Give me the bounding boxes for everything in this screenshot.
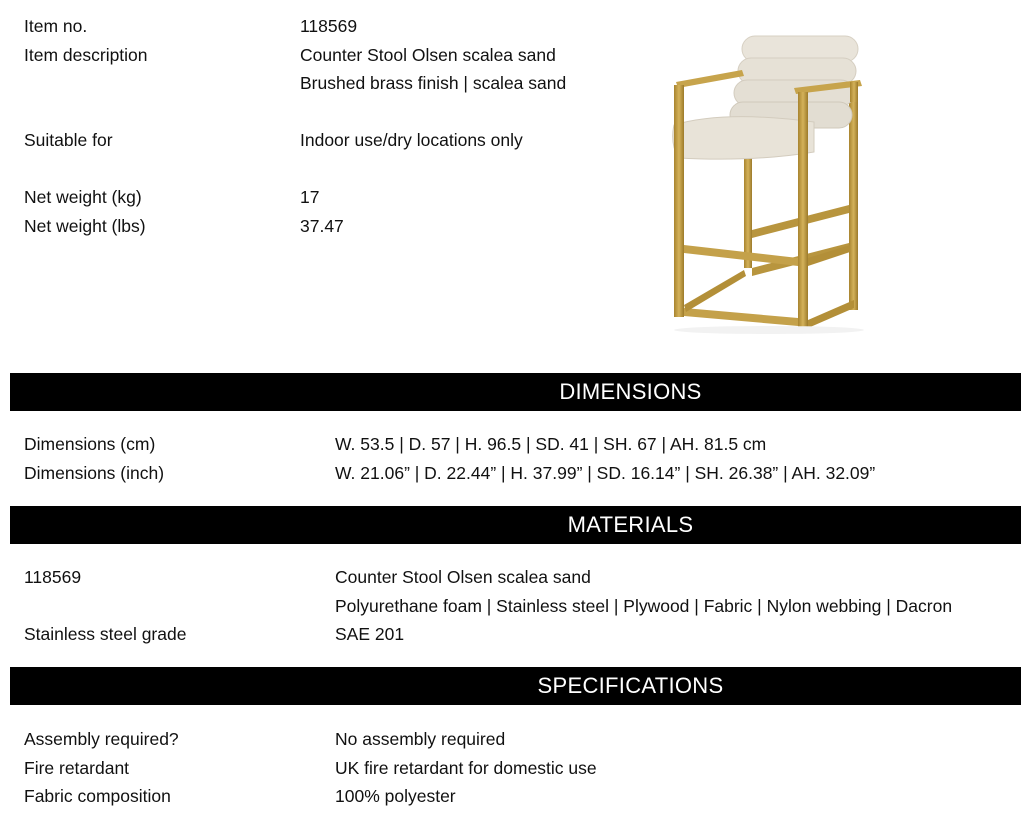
fire-retardant-value: UK fire retardant for domestic use	[335, 758, 597, 778]
steel-grade-row	[0, 620, 1021, 648]
assembly-row	[0, 725, 1021, 753]
suitable-for-value: Indoor use/dry locations only	[300, 130, 523, 150]
fire-retardant-row	[0, 754, 1021, 782]
assembly-value: No assembly required	[335, 729, 506, 749]
materials-list-value: Polyurethane foam | Stainless steel | Plywood | Fabric | Nylon webbing | Dacron	[335, 596, 953, 616]
materials-item-row	[0, 563, 1021, 591]
materials-list-row	[0, 592, 1021, 620]
specifications-header-bar	[10, 667, 1021, 705]
steel-grade-label: Stainless steel grade	[24, 624, 187, 644]
counter-stool-image	[664, 30, 874, 335]
item-description-label: Item description	[24, 45, 148, 65]
suitable-for-label: Suitable for	[24, 130, 113, 150]
dimensions-title: DIMENSIONS	[559, 379, 702, 404]
dimensions-cm-value: W. 53.5 | D. 57 | H. 96.5 | SD. 41 | SH. 67 | AH. 81.5 cm	[335, 434, 767, 454]
item-no-label: Item no.	[24, 16, 88, 36]
materials-item-label: 118569	[24, 567, 82, 587]
item-no-value: 118569	[300, 16, 358, 36]
dimensions-inch-value: W. 21.06” | D. 22.44” | H. 37.99” | SD. 16.14” | SH. 26.38” | AH. 32.09”	[335, 463, 876, 483]
assembly-label: Assembly required?	[24, 729, 179, 749]
item-description-line2: Brushed brass finish | scalea sand	[300, 73, 567, 93]
dimensions-inch-label: Dimensions (inch)	[24, 463, 165, 483]
fabric-composition-label: Fabric composition	[24, 786, 171, 806]
fabric-composition-value: 100% polyester	[335, 786, 456, 806]
materials-title: MATERIALS	[567, 512, 694, 537]
dimensions-header-bar	[10, 373, 1021, 411]
net-weight-kg-value: 17	[300, 187, 320, 207]
materials-item-value: Counter Stool Olsen scalea sand	[335, 567, 591, 587]
net-weight-lbs-label: Net weight (lbs)	[24, 216, 146, 236]
specifications-title: SPECIFICATIONS	[537, 673, 724, 698]
dimensions-cm-row	[0, 430, 1021, 458]
dimensions-inch-row	[0, 459, 1021, 487]
item-description-line1: Counter Stool Olsen scalea sand	[300, 45, 556, 65]
net-weight-kg-label: Net weight (kg)	[24, 187, 142, 207]
steel-grade-value: SAE 201	[335, 624, 405, 644]
dimensions-cm-label: Dimensions (cm)	[24, 434, 156, 454]
net-weight-lbs-value: 37.47	[300, 216, 344, 236]
fabric-composition-row	[0, 782, 1021, 810]
materials-header-bar	[10, 506, 1021, 544]
fire-retardant-label: Fire retardant	[24, 758, 130, 778]
